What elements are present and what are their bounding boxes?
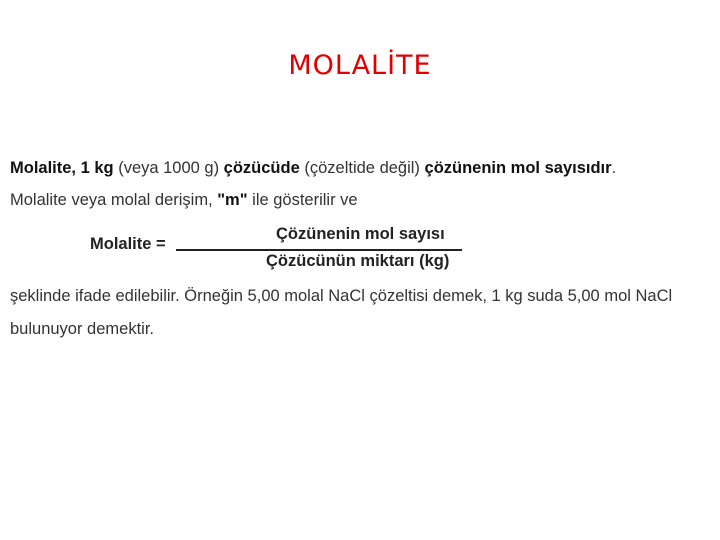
fraction-bar [176,249,462,251]
definition-bold-1: Molalite, 1 kg [10,159,114,177]
notation-symbol: "m" [217,191,248,209]
definition-text-1: (veya 1000 g) [113,159,224,177]
formula-denominator: Çözücünün miktarı (kg) [266,252,450,270]
formula-label: Molalite = [90,235,166,253]
definition-line [10,159,616,178]
example-line-continued: bulunuyor demektir. [10,320,154,338]
example-line: şeklinde ifade edilebilir. Örneğin 5,00 molal NaCl çözeltisi demek, 1 kg suda 5,00 mol NaCl [10,287,673,305]
definition-text-3: . [611,159,617,177]
notation-text-1: Molalite veya molal derişim, [10,191,218,209]
slide-title: MOLALİTE [288,50,432,81]
notation-line [10,191,358,210]
notation-text-2: ile gösterilir ve [247,191,358,209]
definition-bold-2: çözücüde [223,159,300,177]
definition-text-2: (çözeltide değil) [299,159,425,177]
definition-bold-3: çözünenin mol sayısıdır [424,159,612,177]
formula-numerator: Çözünenin mol sayısı [276,225,445,243]
